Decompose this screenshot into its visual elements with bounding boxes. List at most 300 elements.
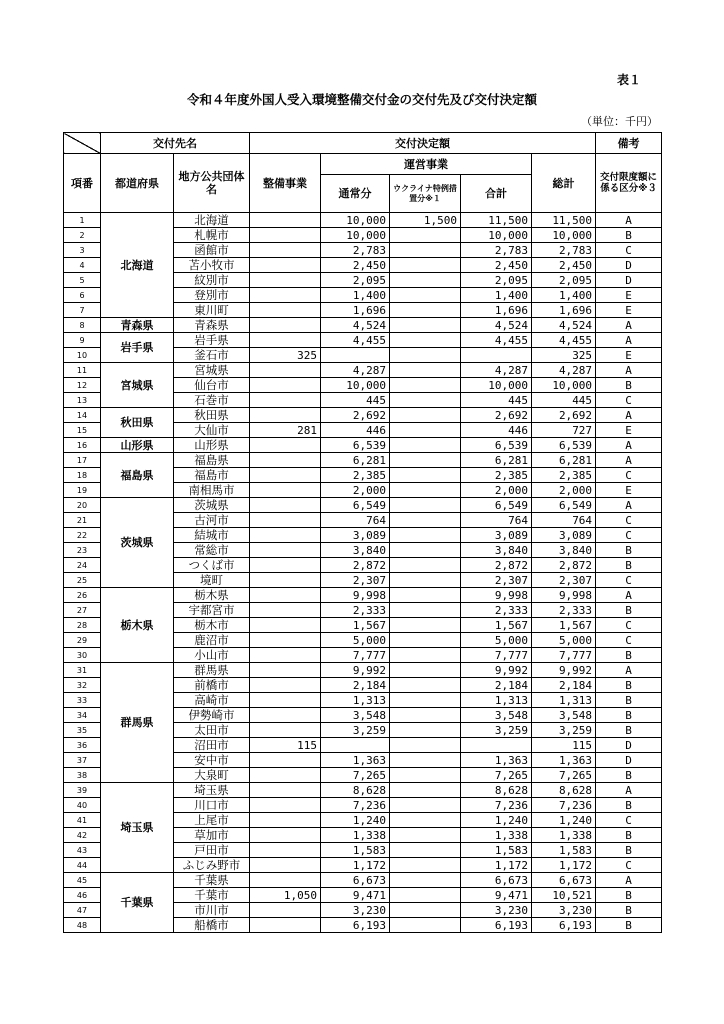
category-cell: C	[596, 813, 662, 828]
maintenance-cell	[250, 918, 321, 933]
maintenance-cell	[250, 393, 321, 408]
grand-total-cell: 3,548	[532, 708, 596, 723]
category-cell: B	[596, 603, 662, 618]
prefecture-cell: 千葉県	[101, 873, 174, 933]
header-remarks-group: 備考	[596, 133, 662, 154]
op-total-cell: 9,992	[461, 663, 532, 678]
regular-cell: 7,265	[321, 768, 390, 783]
local-gov-cell: 結城市	[174, 528, 250, 543]
item-no-cell: 4	[64, 258, 101, 273]
item-no-cell: 39	[64, 783, 101, 798]
grand-total-cell: 6,549	[532, 498, 596, 513]
regular-cell: 2,333	[321, 603, 390, 618]
grand-total-cell: 2,385	[532, 468, 596, 483]
local-gov-cell: 山形県	[174, 438, 250, 453]
grand-total-cell: 2,783	[532, 243, 596, 258]
category-cell: B	[596, 708, 662, 723]
item-no-cell: 3	[64, 243, 101, 258]
ukraine-cell	[390, 498, 461, 513]
local-gov-cell: 川口市	[174, 798, 250, 813]
op-total-cell: 2,333	[461, 603, 532, 618]
op-total-cell: 1,338	[461, 828, 532, 843]
category-cell: A	[596, 663, 662, 678]
op-total-cell: 5,000	[461, 633, 532, 648]
maintenance-cell	[250, 633, 321, 648]
grand-total-cell: 8,628	[532, 783, 596, 798]
op-total-cell: 4,455	[461, 333, 532, 348]
ukraine-cell	[390, 558, 461, 573]
op-total-cell: 3,230	[461, 903, 532, 918]
local-gov-cell: 前橋市	[174, 678, 250, 693]
maintenance-cell	[250, 378, 321, 393]
maintenance-cell	[250, 693, 321, 708]
ukraine-cell	[390, 828, 461, 843]
category-cell: D	[596, 273, 662, 288]
local-gov-cell: 群馬県	[174, 663, 250, 678]
regular-cell: 2,000	[321, 483, 390, 498]
op-total-cell: 1,583	[461, 843, 532, 858]
grand-total-cell: 10,521	[532, 888, 596, 903]
local-gov-cell: ふじみ野市	[174, 858, 250, 873]
regular-cell: 9,471	[321, 888, 390, 903]
maintenance-cell	[250, 783, 321, 798]
item-no-cell: 14	[64, 408, 101, 423]
local-gov-cell: 仙台市	[174, 378, 250, 393]
item-no-cell: 27	[64, 603, 101, 618]
op-total-cell: 446	[461, 423, 532, 438]
regular-cell: 9,998	[321, 588, 390, 603]
maintenance-cell	[250, 708, 321, 723]
local-gov-cell: 登別市	[174, 288, 250, 303]
grand-total-cell: 1,172	[532, 858, 596, 873]
regular-cell: 7,236	[321, 798, 390, 813]
local-gov-cell: 小山市	[174, 648, 250, 663]
ukraine-cell	[390, 303, 461, 318]
local-gov-cell: 上尾市	[174, 813, 250, 828]
grand-total-cell: 1,363	[532, 753, 596, 768]
prefecture-cell: 秋田県	[101, 408, 174, 438]
regular-cell: 2,307	[321, 573, 390, 588]
category-cell: B	[596, 843, 662, 858]
local-gov-cell: 茨城県	[174, 498, 250, 513]
local-gov-cell: 函館市	[174, 243, 250, 258]
category-cell: C	[596, 468, 662, 483]
grant-table	[63, 132, 662, 933]
maintenance-cell	[250, 648, 321, 663]
op-total-cell: 6,193	[461, 918, 532, 933]
maintenance-cell: 1,050	[250, 888, 321, 903]
item-no-cell: 40	[64, 798, 101, 813]
item-no-cell: 28	[64, 618, 101, 633]
ukraine-cell	[390, 618, 461, 633]
ukraine-cell	[390, 798, 461, 813]
diagonal-corner-cell	[64, 133, 101, 154]
regular-cell: 8,628	[321, 783, 390, 798]
grand-total-cell: 115	[532, 738, 596, 753]
grand-total-cell: 1,313	[532, 693, 596, 708]
maintenance-cell	[250, 723, 321, 738]
category-cell: B	[596, 378, 662, 393]
grand-total-cell: 445	[532, 393, 596, 408]
ukraine-cell	[390, 333, 461, 348]
maintenance-cell	[250, 873, 321, 888]
local-gov-cell: 福島市	[174, 468, 250, 483]
local-gov-cell: 埼玉県	[174, 783, 250, 798]
prefecture-cell: 栃木県	[101, 588, 174, 663]
regular-cell: 4,455	[321, 333, 390, 348]
prefecture-cell: 群馬県	[101, 663, 174, 783]
grand-total-cell: 6,673	[532, 873, 596, 888]
category-cell: A	[596, 333, 662, 348]
regular-cell: 6,281	[321, 453, 390, 468]
header-grand-total: 総計	[532, 154, 596, 213]
local-gov-cell: 千葉県	[174, 873, 250, 888]
table-row	[64, 438, 662, 453]
regular-cell: 1,583	[321, 843, 390, 858]
grand-total-cell: 6,539	[532, 438, 596, 453]
category-cell: E	[596, 348, 662, 363]
regular-cell	[321, 348, 390, 363]
local-gov-cell: 千葉市	[174, 888, 250, 903]
grand-total-cell: 3,230	[532, 903, 596, 918]
header-prefecture: 都道府県	[101, 154, 174, 213]
ukraine-cell	[390, 783, 461, 798]
ukraine-cell	[390, 663, 461, 678]
item-no-cell: 13	[64, 393, 101, 408]
grand-total-cell: 727	[532, 423, 596, 438]
maintenance-cell	[250, 573, 321, 588]
op-total-cell: 3,259	[461, 723, 532, 738]
item-no-cell: 44	[64, 858, 101, 873]
regular-cell: 6,539	[321, 438, 390, 453]
maintenance-cell	[250, 318, 321, 333]
table-header	[64, 133, 662, 213]
table-row	[64, 783, 662, 798]
item-no-cell: 29	[64, 633, 101, 648]
item-no-cell: 48	[64, 918, 101, 933]
op-total-cell: 764	[461, 513, 532, 528]
regular-cell: 9,992	[321, 663, 390, 678]
item-no-cell: 18	[64, 468, 101, 483]
ukraine-cell	[390, 768, 461, 783]
grand-total-cell: 2,692	[532, 408, 596, 423]
category-cell: B	[596, 888, 662, 903]
grand-total-cell: 7,236	[532, 798, 596, 813]
grand-total-cell: 1,567	[532, 618, 596, 633]
maintenance-cell	[250, 483, 321, 498]
op-total-cell: 2,000	[461, 483, 532, 498]
category-cell: A	[596, 438, 662, 453]
op-total-cell: 9,471	[461, 888, 532, 903]
header-amount-group: 交付決定額	[250, 133, 596, 154]
regular-cell: 4,524	[321, 318, 390, 333]
op-total-cell: 1,363	[461, 753, 532, 768]
regular-cell: 10,000	[321, 378, 390, 393]
regular-cell: 2,872	[321, 558, 390, 573]
grand-total-cell: 6,193	[532, 918, 596, 933]
regular-cell: 446	[321, 423, 390, 438]
grand-total-cell: 7,265	[532, 768, 596, 783]
op-total-cell: 10,000	[461, 378, 532, 393]
local-gov-cell: 沼田市	[174, 738, 250, 753]
regular-cell: 6,549	[321, 498, 390, 513]
regular-cell: 10,000	[321, 228, 390, 243]
regular-cell: 3,230	[321, 903, 390, 918]
maintenance-cell	[250, 858, 321, 873]
regular-cell: 5,000	[321, 633, 390, 648]
ukraine-cell: 1,500	[390, 213, 461, 228]
header-category: 交付限度額に係る区分※３	[596, 154, 662, 213]
op-total-cell: 6,549	[461, 498, 532, 513]
item-no-cell: 20	[64, 498, 101, 513]
op-total-cell: 4,524	[461, 318, 532, 333]
op-total-cell: 7,265	[461, 768, 532, 783]
maintenance-cell	[250, 603, 321, 618]
maintenance-cell	[250, 618, 321, 633]
item-no-cell: 19	[64, 483, 101, 498]
op-total-cell: 2,184	[461, 678, 532, 693]
category-cell: E	[596, 303, 662, 318]
local-gov-cell: 大泉町	[174, 768, 250, 783]
op-total-cell: 2,450	[461, 258, 532, 273]
maintenance-cell	[250, 843, 321, 858]
ukraine-cell	[390, 858, 461, 873]
category-cell: B	[596, 903, 662, 918]
prefecture-cell: 岩手県	[101, 333, 174, 363]
ukraine-cell	[390, 393, 461, 408]
op-total-cell: 6,539	[461, 438, 532, 453]
ukraine-cell	[390, 918, 461, 933]
category-cell: C	[596, 858, 662, 873]
item-no-cell: 47	[64, 903, 101, 918]
header-op-total: 合計	[461, 175, 532, 213]
prefecture-cell: 福島県	[101, 453, 174, 498]
ukraine-cell	[390, 453, 461, 468]
grand-total-cell: 2,872	[532, 558, 596, 573]
local-gov-cell: 大仙市	[174, 423, 250, 438]
category-cell: B	[596, 228, 662, 243]
grand-total-cell: 1,696	[532, 303, 596, 318]
table-row	[64, 213, 662, 228]
grand-total-cell: 3,089	[532, 528, 596, 543]
ukraine-cell	[390, 288, 461, 303]
maintenance-cell	[250, 753, 321, 768]
grand-total-cell: 9,998	[532, 588, 596, 603]
category-cell: B	[596, 768, 662, 783]
category-cell: D	[596, 738, 662, 753]
local-gov-cell: 太田市	[174, 723, 250, 738]
ukraine-cell	[390, 258, 461, 273]
local-gov-cell: 常総市	[174, 543, 250, 558]
item-no-cell: 46	[64, 888, 101, 903]
item-no-cell: 24	[64, 558, 101, 573]
category-cell: B	[596, 558, 662, 573]
table-body	[64, 213, 662, 933]
maintenance-cell	[250, 273, 321, 288]
maintenance-cell	[250, 228, 321, 243]
op-total-cell: 1,240	[461, 813, 532, 828]
prefecture-cell: 宮城県	[101, 363, 174, 408]
category-cell: D	[596, 753, 662, 768]
maintenance-cell	[250, 363, 321, 378]
local-gov-cell: 境町	[174, 573, 250, 588]
op-total-cell: 1,313	[461, 693, 532, 708]
local-gov-cell: 宇都宮市	[174, 603, 250, 618]
ukraine-cell	[390, 633, 461, 648]
table-row	[64, 318, 662, 333]
grand-total-cell: 7,777	[532, 648, 596, 663]
local-gov-cell: 草加市	[174, 828, 250, 843]
maintenance-cell	[250, 513, 321, 528]
item-no-cell: 17	[64, 453, 101, 468]
local-gov-cell: 福島県	[174, 453, 250, 468]
grand-total-cell: 4,524	[532, 318, 596, 333]
regular-cell: 1,240	[321, 813, 390, 828]
item-no-cell: 8	[64, 318, 101, 333]
category-cell: B	[596, 918, 662, 933]
category-cell: A	[596, 453, 662, 468]
item-no-cell: 16	[64, 438, 101, 453]
op-total-cell: 2,095	[461, 273, 532, 288]
maintenance-cell	[250, 543, 321, 558]
table-row	[64, 453, 662, 468]
op-total-cell: 445	[461, 393, 532, 408]
category-cell: C	[596, 243, 662, 258]
local-gov-cell: 栃木市	[174, 618, 250, 633]
maintenance-cell	[250, 663, 321, 678]
table-row	[64, 363, 662, 378]
local-gov-cell: 伊勢崎市	[174, 708, 250, 723]
regular-cell: 1,400	[321, 288, 390, 303]
op-total-cell: 10,000	[461, 228, 532, 243]
op-total-cell: 7,777	[461, 648, 532, 663]
prefecture-cell: 茨城県	[101, 498, 174, 588]
category-cell: C	[596, 393, 662, 408]
grand-total-cell: 2,000	[532, 483, 596, 498]
header-item-no: 項番	[64, 154, 101, 213]
local-gov-cell: 安中市	[174, 753, 250, 768]
ukraine-cell	[390, 228, 461, 243]
regular-cell: 1,696	[321, 303, 390, 318]
grand-total-cell: 5,000	[532, 633, 596, 648]
page-title: 令和４年度外国人受入環境整備交付金の交付先及び交付決定額	[186, 92, 537, 107]
ukraine-cell	[390, 888, 461, 903]
ukraine-cell	[390, 738, 461, 753]
item-no-cell: 33	[64, 693, 101, 708]
op-total-cell: 1,696	[461, 303, 532, 318]
table-row	[64, 498, 662, 513]
local-gov-cell: 古河市	[174, 513, 250, 528]
item-no-cell: 34	[64, 708, 101, 723]
ukraine-cell	[390, 273, 461, 288]
grand-total-cell: 6,281	[532, 453, 596, 468]
local-gov-cell: 市川市	[174, 903, 250, 918]
ukraine-cell	[390, 573, 461, 588]
ukraine-cell	[390, 723, 461, 738]
op-total-cell: 6,673	[461, 873, 532, 888]
maintenance-cell	[250, 498, 321, 513]
maintenance-cell	[250, 213, 321, 228]
regular-cell: 445	[321, 393, 390, 408]
op-total-cell: 11,500	[461, 213, 532, 228]
grand-total-cell: 10,000	[532, 228, 596, 243]
regular-cell: 3,259	[321, 723, 390, 738]
maintenance-cell	[250, 408, 321, 423]
local-gov-cell: 高崎市	[174, 693, 250, 708]
op-total-cell: 2,692	[461, 408, 532, 423]
regular-cell: 764	[321, 513, 390, 528]
grand-total-cell: 11,500	[532, 213, 596, 228]
local-gov-cell: 南相馬市	[174, 483, 250, 498]
local-gov-cell: 戸田市	[174, 843, 250, 858]
regular-cell: 2,385	[321, 468, 390, 483]
op-total-cell: 2,385	[461, 468, 532, 483]
category-cell: C	[596, 633, 662, 648]
local-gov-cell: 秋田県	[174, 408, 250, 423]
category-cell: C	[596, 573, 662, 588]
category-cell: A	[596, 873, 662, 888]
ukraine-cell	[390, 843, 461, 858]
regular-cell: 2,692	[321, 408, 390, 423]
table-row	[64, 873, 662, 888]
op-total-cell: 2,783	[461, 243, 532, 258]
regular-cell: 6,673	[321, 873, 390, 888]
item-no-cell: 35	[64, 723, 101, 738]
op-total-cell: 7,236	[461, 798, 532, 813]
maintenance-cell	[250, 828, 321, 843]
item-no-cell: 9	[64, 333, 101, 348]
item-no-cell: 26	[64, 588, 101, 603]
local-gov-cell: つくば市	[174, 558, 250, 573]
category-cell: A	[596, 783, 662, 798]
category-cell: C	[596, 513, 662, 528]
category-cell: E	[596, 423, 662, 438]
op-total-cell: 1,400	[461, 288, 532, 303]
op-total-cell: 1,567	[461, 618, 532, 633]
item-no-cell: 15	[64, 423, 101, 438]
grand-total-cell: 325	[532, 348, 596, 363]
item-no-cell: 12	[64, 378, 101, 393]
ukraine-cell	[390, 513, 461, 528]
regular-cell	[321, 738, 390, 753]
local-gov-cell: 宮城県	[174, 363, 250, 378]
grand-total-cell: 2,333	[532, 603, 596, 618]
grand-total-cell: 1,338	[532, 828, 596, 843]
op-total-cell: 2,307	[461, 573, 532, 588]
category-cell: B	[596, 828, 662, 843]
item-no-cell: 10	[64, 348, 101, 363]
maintenance-cell	[250, 798, 321, 813]
maintenance-cell	[250, 243, 321, 258]
item-no-cell: 6	[64, 288, 101, 303]
maintenance-cell	[250, 558, 321, 573]
local-gov-cell: 栃木県	[174, 588, 250, 603]
op-total-cell: 6,281	[461, 453, 532, 468]
op-total-cell: 2,872	[461, 558, 532, 573]
grand-total-cell: 2,450	[532, 258, 596, 273]
grand-total-cell: 9,992	[532, 663, 596, 678]
category-cell: E	[596, 288, 662, 303]
regular-cell: 1,172	[321, 858, 390, 873]
grand-total-cell: 10,000	[532, 378, 596, 393]
op-total-cell	[461, 348, 532, 363]
regular-cell: 4,287	[321, 363, 390, 378]
category-cell: D	[596, 258, 662, 273]
ukraine-cell	[390, 678, 461, 693]
grand-total-cell: 4,287	[532, 363, 596, 378]
regular-cell: 1,313	[321, 693, 390, 708]
table-row	[64, 663, 662, 678]
